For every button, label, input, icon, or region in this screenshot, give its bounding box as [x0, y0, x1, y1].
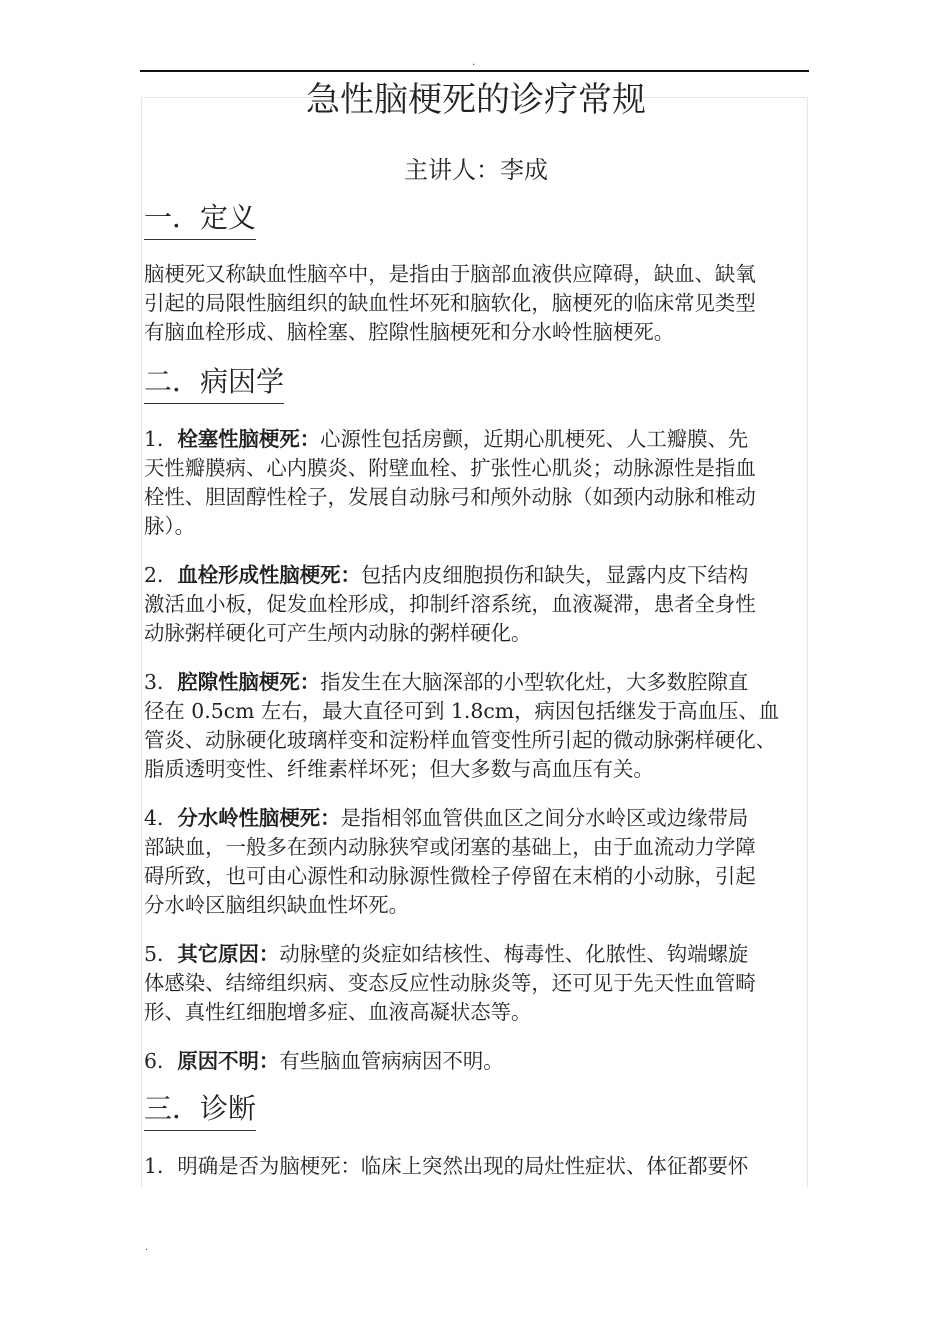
item-text: 有些脑血管病病因不明。	[279, 1049, 504, 1073]
etiology-item-2	[144, 561, 824, 648]
text-line: 形、真性红细胞增多症、血液高凝状态等。	[144, 1000, 532, 1024]
header-mark: .	[472, 57, 476, 68]
text-line: 脑梗死又称缺血性脑卒中，是指由于脑部血液供应障碍，缺血、缺氧	[144, 262, 756, 286]
item-term: 其它原因：	[177, 942, 280, 966]
text-line: 体感染、结缔组织病、变态反应性动脉炎等，还可见于先天性血管畸	[144, 971, 756, 995]
etiology-item-6	[144, 1047, 824, 1076]
text-line: 有脑血栓形成、脑栓塞、腔隙性脑梗死和分水岭性脑梗死。	[144, 320, 675, 344]
header-rule	[140, 70, 809, 72]
item-number: 2．	[144, 563, 178, 587]
item-term: 血栓形成性脑梗死：	[177, 563, 361, 587]
definition-paragraph	[144, 260, 824, 347]
item-text: 动脉壁的炎症如结核性、梅毒性、化脓性、钩端螺旋	[279, 942, 749, 966]
section-heading-diagnosis: 三．诊断	[144, 1090, 256, 1131]
speaker-line: 主讲人：李成	[404, 156, 548, 184]
item-number: 1．	[144, 427, 178, 451]
etiology-item-1	[144, 425, 824, 541]
etiology-item-3	[144, 668, 824, 784]
document-body	[144, 76, 824, 1181]
text-line: 1．明确是否为脑梗死：临床上突然出现的局灶性症状、体征都要怀	[144, 1154, 749, 1178]
etiology-item-5	[144, 940, 824, 1027]
section-heading-etiology: 二．病因学	[144, 363, 284, 404]
text-line: 碍所致，也可由心源性和动脉源性微栓子停留在末梢的小动脉，引起	[144, 864, 756, 888]
item-text: 心源性包括房颤，近期心肌梗死、人工瓣膜、先	[320, 427, 749, 451]
etiology-item-4	[144, 804, 824, 920]
item-text: 是指相邻血管供血区之间分水岭区或边缘带局	[340, 806, 749, 830]
section-heading-definition: 一．定义	[144, 199, 256, 240]
item-text: 指发生在大脑深部的小型软化灶，大多数腔隙直	[320, 670, 749, 694]
text-line: 激活血小板，促发血栓形成，抑制纤溶系统，血液凝滞，患者全身性	[144, 592, 756, 616]
item-number: 5．	[144, 942, 178, 966]
text-line: 引起的局限性脑组织的缺血性坏死和脑软化，脑梗死的临床常见类型	[144, 291, 756, 315]
text-line: 栓性、胆固醇性栓子，发展自动脉弓和颅外动脉（如颈内动脉和椎动	[144, 485, 756, 509]
item-number: 3．	[144, 670, 178, 694]
page-title: 急性脑梗死的诊疗常规	[306, 80, 646, 120]
text-line: 管炎、动脉硬化玻璃样变和淀粉样血管变性所引起的微动脉粥样硬化、	[144, 728, 777, 752]
item-number: 4．	[144, 806, 178, 830]
text-line: 动脉粥样硬化可产生颅内动脉的粥样硬化。	[144, 621, 532, 645]
text-line: 天性瓣膜病、心内膜炎、附壁血栓、扩张性心肌炎；动脉源性是指血	[144, 456, 756, 480]
text-line: 脂质透明变性、纤维素样坏死；但大多数与高血压有关。	[144, 757, 654, 781]
item-term: 原因不明：	[177, 1049, 280, 1073]
footer-mark: .	[145, 1242, 149, 1253]
item-term: 栓塞性脑梗死：	[177, 427, 321, 451]
item-number: 6．	[144, 1049, 178, 1073]
text-line: 分水岭区脑组织缺血性坏死。	[144, 893, 410, 917]
text-line: 径在 0.5cm 左右，最大直径可到 1.8cm，病因包括继发于高血压、血	[144, 699, 780, 723]
diagnosis-paragraph	[144, 1152, 824, 1181]
text-line: 部缺血，一般多在颈内动脉狭窄或闭塞的基础上，由于血流动力学障	[144, 835, 756, 859]
item-text: 包括内皮细胞损伤和缺失，显露内皮下结构	[360, 563, 749, 587]
item-term: 腔隙性脑梗死：	[177, 670, 321, 694]
text-line: 脉）。	[144, 514, 195, 538]
item-term: 分水岭性脑梗死：	[177, 806, 341, 830]
